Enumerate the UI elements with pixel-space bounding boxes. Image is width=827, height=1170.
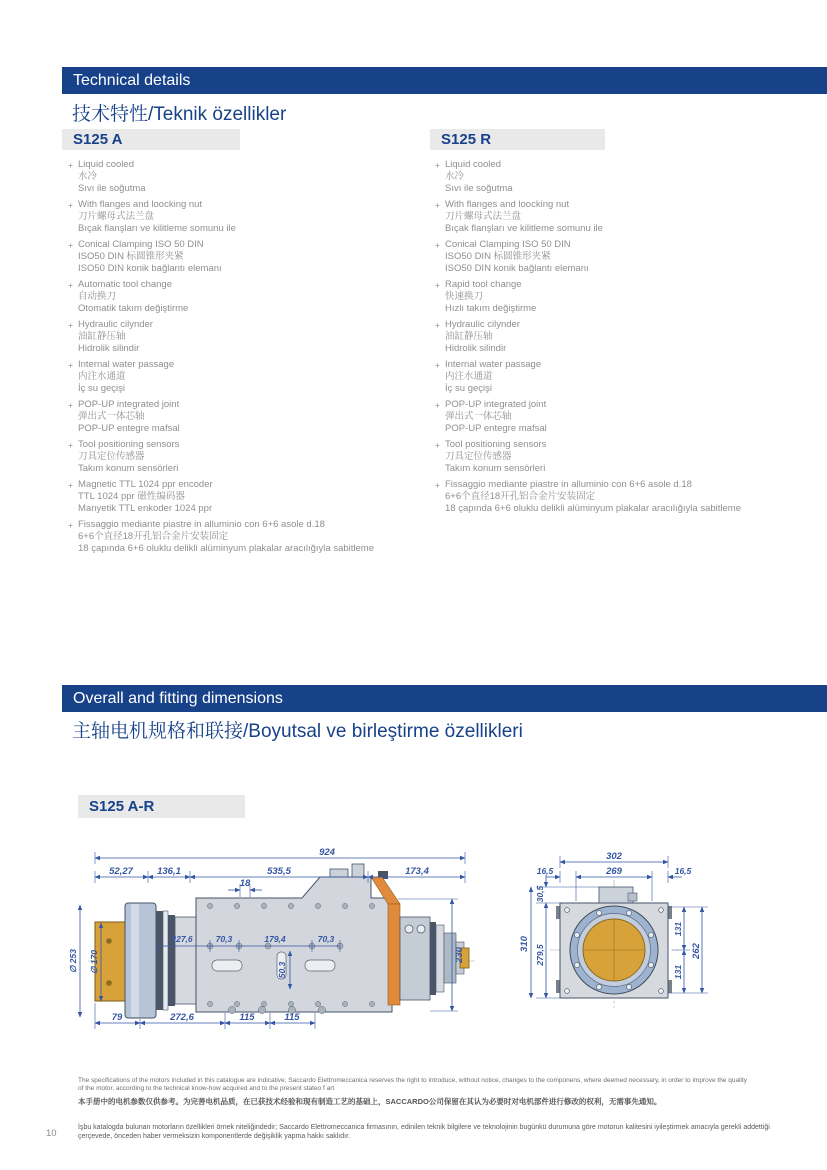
dim-label: 310 (519, 936, 530, 952)
dim-label: 115 (284, 1012, 300, 1023)
feature-tr: Manyetik TTL enkoder 1024 ppr (78, 503, 213, 514)
feature-en: POP-UP integrated joint (78, 399, 180, 410)
dim-label: 179,4 (264, 934, 286, 944)
feature-tr: 18 çapında 6+6 oluklu delikli alüminyum plakalar aracılığıyla sabitleme (78, 543, 374, 554)
feature-tr: Hidrolik silindir (78, 343, 140, 354)
dim-label: 30,5 (535, 885, 545, 903)
feature-zh: 弹出式一体芯轴 (445, 411, 512, 422)
dim-label: 230 (454, 947, 465, 963)
feature-zh: ISO50 DIN 标圆锥形夹紧 (78, 251, 184, 262)
feature-zh: 油缸静压轴 (78, 331, 126, 342)
feature-zh: TTL 1024 ppr 磁性编码器 (78, 491, 185, 502)
dim-label: ∅ 170 (89, 950, 99, 974)
feature-tr: Takım konum sensörleri (78, 463, 179, 474)
feature-list-s125a (68, 159, 420, 559)
list-item (435, 199, 787, 235)
feature-zh: 水冷 (445, 171, 465, 182)
bullet-icon: + (68, 440, 73, 450)
list-item (68, 479, 420, 515)
feature-tr: Takım konum sensörleri (445, 463, 546, 474)
feature-zh: 内注水通道 (78, 371, 126, 382)
feature-en: Internal water passage (78, 359, 175, 370)
feature-en: Automatic tool change (78, 279, 173, 290)
feature-tr: İç su geçişi (78, 383, 125, 394)
feature-en: Conical Clamping ISO 50 DIN (445, 239, 571, 250)
feature-zh: ISO50 DIN 标圆锥形夹紧 (445, 251, 551, 262)
model-label-text: S125 R (441, 131, 492, 148)
feature-zh: 水冷 (78, 171, 98, 182)
feature-zh: 油缸静压轴 (445, 331, 493, 342)
list-item (435, 279, 787, 315)
footnote-chinese: 本手册中的电机参数仅供参考。为完善电机品质，在已获技术经验和现有制造工艺的基础上，SACCARDO公司保留在其认为必要时对电机部件进行修改的权利，无需事先通知。 (78, 1097, 662, 1106)
bullet-icon: + (435, 400, 440, 410)
feature-tr: Otomatik takım değiştirme (78, 303, 189, 314)
feature-en: Liquid cooled (78, 159, 134, 170)
list-item (435, 359, 787, 395)
bullet-icon: + (68, 480, 73, 490)
bullet-icon: + (68, 520, 73, 530)
technical-subtitle: 技术特性/Teknik özellikler (72, 104, 287, 125)
list-item (68, 359, 420, 395)
bullet-icon: + (435, 280, 440, 290)
feature-en: Tool positioning sensors (445, 439, 547, 450)
feature-zh: 刀具定位传感器 (78, 451, 145, 462)
feature-tr: Bıçak flanşları ve kilitleme somunu ile (445, 223, 603, 234)
dim-label: 227,6 (171, 934, 193, 944)
feature-en: Internal water passage (445, 359, 542, 370)
feature-zh: 刀片螺母式法兰盘 (445, 211, 522, 222)
dim-label: 16,5 (674, 866, 692, 876)
bullet-icon: + (68, 240, 73, 250)
list-item (68, 279, 420, 315)
feature-tr: İç su geçişi (445, 383, 492, 394)
bullet-icon: + (435, 160, 440, 170)
feature-tr: POP-UP entegre mafsal (78, 423, 180, 434)
bullet-icon: + (435, 360, 440, 370)
feature-en: Tool positioning sensors (78, 439, 180, 450)
list-item (435, 399, 787, 435)
feature-en: With flanges and loocking nut (78, 199, 203, 210)
footnote-turkish: İşbu katalogda bulunan motorların özellikleri örnek niteliğindedir; Saccardo Elettromeccanica firmasının, edinilen teknik bilgilere ve teknolojinin bugünkü durumuna göre motorun kalitesini iyileştirmek amacıyla gerekli addettiği çerçevede, önceden haber vermeksizin komponentlerde değişiklik yapma hakkı saklıdır. (78, 1124, 770, 1140)
feature-tr: Bıçak flanşları ve kilitleme somunu ile (78, 223, 236, 234)
feature-tr: POP-UP entegre mafsal (445, 423, 547, 434)
feature-en: Hydraulic cilynder (78, 319, 153, 330)
list-item (435, 159, 787, 195)
dim-label: 924 (319, 847, 335, 858)
page-number: 10 (46, 1128, 57, 1139)
bullet-icon: + (435, 320, 440, 330)
list-item (68, 199, 420, 235)
dim-label: 279,5 (535, 944, 545, 966)
feature-tr: Sıvı ile soğutma (445, 183, 513, 194)
end-view-drawing (519, 851, 708, 1008)
feature-en: Conical Clamping ISO 50 DIN (78, 239, 204, 250)
feature-en: Liquid cooled (445, 159, 501, 170)
bullet-icon: + (68, 200, 73, 210)
feature-en: Rapid tool change (445, 279, 522, 290)
dim-label: 70,3 (215, 934, 233, 944)
bullet-icon: + (68, 320, 73, 330)
feature-en: Fissaggio mediante piastre in alluminio con 6+6 asole d.18 (445, 479, 692, 490)
dim-label: 52,27 (109, 866, 133, 877)
dim-label: 136,1 (157, 866, 181, 877)
feature-en: POP-UP integrated joint (445, 399, 547, 410)
feature-en: Hydraulic cilynder (445, 319, 520, 330)
dim-label: 173,4 (405, 866, 429, 877)
model-label-s125a (62, 129, 240, 150)
list-item (435, 479, 787, 515)
feature-zh: 6+6个直径18开孔铝合金片安装固定 (445, 491, 596, 502)
bullet-icon: + (435, 240, 440, 250)
dim-label: 18 (239, 878, 251, 889)
feature-zh: 快速换刀 (445, 291, 484, 302)
model-label-s125r (430, 129, 605, 150)
section-title: Overall and fitting dimensions (73, 690, 283, 707)
bullet-icon: + (435, 200, 440, 210)
list-item (68, 159, 420, 195)
feature-zh: 刀片螺母式法兰盘 (78, 211, 155, 222)
dim-label: 302 (606, 851, 622, 862)
dim-label: 131 (673, 921, 683, 937)
dim-label: 269 (606, 866, 622, 877)
feature-zh: 刀具定位传感器 (445, 451, 512, 462)
dim-label: ∅ 253 (68, 949, 78, 973)
dim-label: 16,5 (536, 866, 554, 876)
feature-tr: 18 çapında 6+6 oluklu delikli alüminyum plakalar aracılığıyla sabitleme (445, 503, 741, 514)
list-item (68, 399, 420, 435)
list-item (435, 439, 787, 475)
side-view-drawing (68, 847, 475, 1029)
dim-label: 115 (239, 1012, 255, 1023)
bullet-icon: + (68, 400, 73, 410)
dim-label: 272,6 (170, 1012, 194, 1023)
feature-tr: ISO50 DIN konik bağlantı elemanı (445, 263, 589, 274)
list-item (68, 439, 420, 475)
bullet-icon: + (435, 440, 440, 450)
model-label-text: S125 A-R (89, 798, 155, 815)
feature-zh: 6+6个直径18开孔铝合金片安装固定 (78, 531, 229, 542)
feature-zh: 自动换刀 (78, 291, 117, 302)
dim-label: 131 (673, 964, 683, 980)
dim-label: 262 (691, 943, 702, 959)
feature-zh: 弹出式一体芯轴 (78, 411, 145, 422)
bullet-icon: + (435, 480, 440, 490)
dim-label: 535,5 (267, 866, 291, 877)
section-header-technical-details (62, 67, 827, 94)
feature-zh: 内注水通道 (445, 371, 493, 382)
feature-tr: Sıvı ile soğutma (78, 183, 146, 194)
feature-en: With flanges and loocking nut (445, 199, 570, 210)
section-title: Technical details (73, 72, 191, 89)
feature-tr: Hızlı takım değiştirme (445, 303, 537, 314)
list-item (68, 239, 420, 275)
section-header-fitting-dimensions (62, 685, 827, 712)
bullet-icon: + (68, 160, 73, 170)
dim-label: 70,3 (317, 934, 335, 944)
list-item (68, 519, 420, 555)
technical-drawings (40, 840, 740, 1045)
model-label-s125ar (78, 795, 245, 818)
list-item (68, 319, 420, 355)
list-item (435, 239, 787, 275)
feature-list-s125r (435, 159, 787, 519)
model-label-text: S125 A (73, 131, 123, 148)
dim-label: 50,3 (277, 961, 287, 979)
footnote-english: The specifications of the motors included in this catalogue are indicative; Saccardo Elettromeccanica reserves the right to introduce, without notice, changes to the componens, where deemed necessary, in order to improve the quality of the motor, according to the technical know-how acquired and to the present stateo f art (78, 1077, 748, 1092)
bullet-icon: + (68, 280, 73, 290)
feature-en: Fissaggio mediante piastre in alluminio con 6+6 asole d.18 (78, 519, 325, 530)
fitting-subtitle: 主轴电机规格和联接/Boyutsal ve birleştirme özellikleri (72, 721, 523, 742)
bullet-icon: + (68, 360, 73, 370)
feature-tr: Hidrolik silindir (445, 343, 507, 354)
dim-label: 79 (111, 1012, 123, 1023)
feature-tr: ISO50 DIN konik bağlantı elemanı (78, 263, 222, 274)
feature-en: Magnetic TTL 1024 ppr encoder (78, 479, 213, 490)
list-item (435, 319, 787, 355)
